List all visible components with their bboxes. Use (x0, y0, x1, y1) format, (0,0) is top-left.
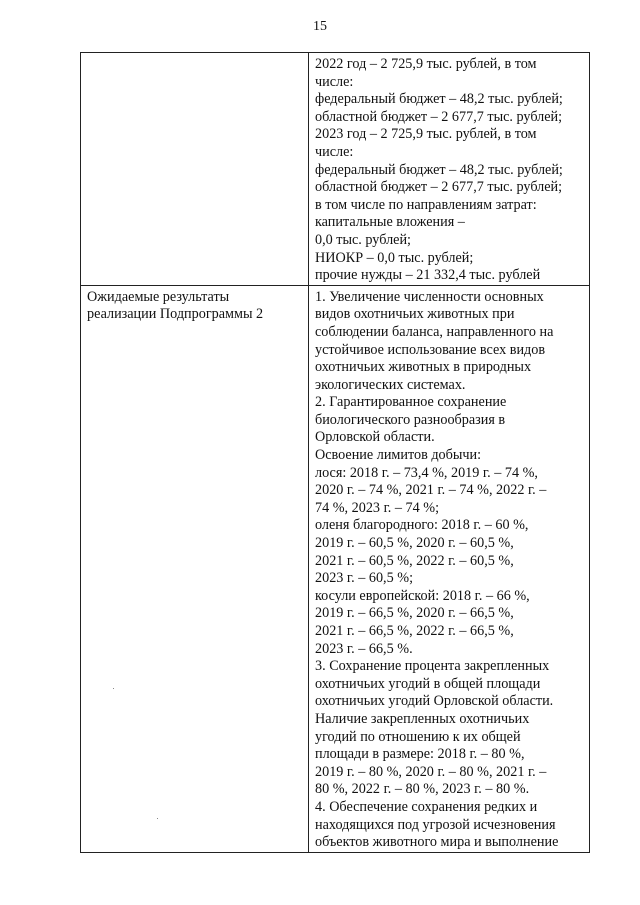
text-line: охотничьих угодий Орловской области. (315, 693, 554, 710)
text-line: объектов животного мира и выполнение (315, 834, 559, 851)
text-line: угодий по отношению к их общей (315, 728, 521, 745)
scan-speck (113, 688, 114, 689)
text-line: косули европейской: 2018 г. – 66 %, (315, 587, 530, 604)
text-line: в том числе по направлениям затрат: (315, 196, 537, 213)
text-line: оленя благородного: 2018 г. – 60 %, (315, 517, 529, 534)
text-line: 2019 г. – 60,5 %, 2020 г. – 60,5 %, (315, 535, 514, 552)
text-line: капитальные вложения – (315, 214, 465, 231)
text-line: охотничьих угодий в общей площади (315, 675, 541, 692)
text-line: Орловской области. (315, 429, 435, 446)
text-line: 0,0 тыс. рублей; (315, 231, 411, 248)
text-line: 74 %, 2023 г. – 74 %; (315, 499, 440, 516)
text-line: 2023 год – 2 725,9 тыс. рублей, в том (315, 126, 537, 143)
text-line: федеральный бюджет – 48,2 тыс. рублей; (315, 161, 563, 178)
text-line: федеральный бюджет – 48,2 тыс. рублей; (315, 91, 563, 108)
text-line: 2019 г. – 80 %, 2020 г. – 80 %, 2021 г. – (315, 763, 547, 780)
table-cell-value (309, 285, 590, 852)
table-cell-value (309, 53, 590, 286)
text-line: реализации Подпрограммы 2 (87, 306, 264, 323)
text-line: 2019 г. – 66,5 %, 2020 г. – 66,5 %, (315, 605, 514, 622)
table-cell-label (81, 53, 309, 286)
text-line: областной бюджет – 2 677,7 тыс. рублей; (315, 108, 563, 125)
text-line: 4. Обеспечение сохранения редких и (315, 798, 538, 815)
text-line: видов охотничьих животных при (315, 306, 515, 323)
text-line: 1. Увеличение численности основных (315, 288, 544, 305)
text-line: биологического разнообразия в (315, 411, 506, 428)
text-line: охотничьих животных в природных (315, 359, 532, 376)
text-line: площади в размере: 2018 г. – 80 %, (315, 746, 525, 763)
text-line: 2. Гарантированное сохранение (315, 394, 507, 411)
text-line: числе: (315, 143, 354, 160)
program-passport-table (80, 52, 590, 853)
text-line: 2023 г. – 60,5 %; (315, 570, 414, 587)
table-row-expected-results (81, 285, 590, 852)
text-line: находящихся под угрозой исчезновения (315, 816, 556, 833)
table-row-funding (81, 53, 590, 286)
text-line: соблюдении баланса, направленного на (315, 323, 554, 340)
text-line: НИОКР – 0,0 тыс. рублей; (315, 249, 474, 266)
text-line: Освоение лимитов добычи: (315, 447, 482, 464)
text-line: областной бюджет – 2 677,7 тыс. рублей; (315, 179, 563, 196)
text-line: 80 %, 2022 г. – 80 %, 2023 г. – 80 %. (315, 781, 530, 798)
text-line: 3. Сохранение процента закрепленных (315, 658, 550, 675)
page-number: 15 (313, 19, 327, 34)
scan-speck (157, 818, 158, 819)
text-line: 2021 г. – 66,5 %, 2022 г. – 66,5 %, (315, 623, 514, 639)
text-line: прочие нужды – 21 332,4 тыс. рублей (315, 267, 541, 284)
text-line: Ожидаемые результаты (87, 288, 230, 305)
text-line: 2021 г. – 60,5 %, 2022 г. – 60,5 %, (315, 552, 514, 569)
text-line: 2020 г. – 74 %, 2021 г. – 74 %, 2022 г. – (315, 482, 547, 499)
text-line: числе: (315, 73, 354, 90)
text-line: устойчивое использование всех видов (315, 341, 546, 358)
text-line: 2022 год – 2 725,9 тыс. рублей, в том (315, 56, 537, 72)
text-line: лося: 2018 г. – 73,4 %, 2019 г. – 74 %, (315, 464, 538, 481)
text-line: Наличие закрепленных охотничьих (315, 710, 530, 727)
text-line: 2023 г. – 66,5 %. (315, 640, 413, 657)
text-line: экологических системах. (315, 376, 466, 393)
table-cell-label (81, 285, 309, 852)
